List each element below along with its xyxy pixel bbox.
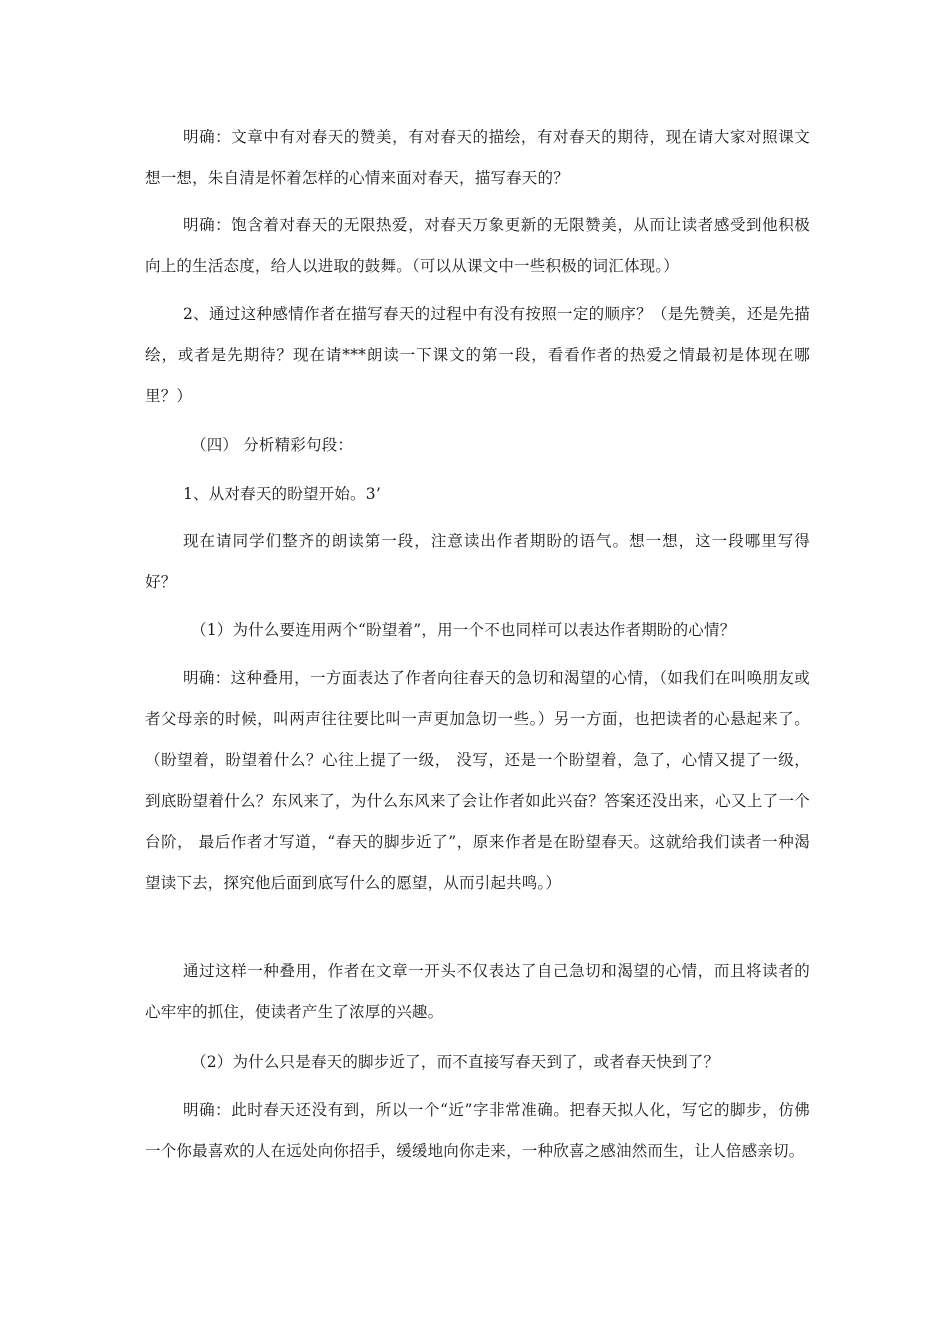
paragraph-sub-question-1: （1）为什么要连用两个“盼望着”，用一个不也同样可以表达作者期盼的心情？ (191, 621, 736, 639)
paragraph-read-aloud: 现在请同学们整齐的朗读第一段，注意读出作者期盼的语气。想一想，这一段哪里写得好？ (145, 532, 810, 591)
paragraph-clarify-4: 明确：此时春天还没有到，所以一个“近”字非常准确。把春天拟人化，写它的脚步，仿佛一个你最喜欢的人在远处向你招手，缓缓地向你走来，一种欣喜之感油然而生，让人倍感亲切。 (145, 1101, 810, 1160)
paragraph-clarify-1: 明确：文章中有对春天的赞美，有对春天的描绘，有对春天的期待，现在请大家对照课文想一想，朱自清是怀着怎样的心情来面对春天，描写春天的？ (145, 128, 810, 187)
paragraph-question-2: 2、通过这种感情作者在描写春天的过程中有没有按照一定的顺序？（是先赞美，还是先描绘，或者是先期待？现在请***朗读一下课文的第一段，看看作者的热爱之情最初是体现在哪里？） (145, 305, 810, 405)
paragraph-sub-question-2: （2）为什么只是春天的脚步近了，而不直接写春天到了，或者春天快到了？ (191, 1053, 720, 1071)
paragraph-clarify-2: 明确：饱含着对春天的无限热爱，对春天万象更新的无限赞美，从而让读者感受到他积极向上的生活态度，给人以进取的鼓舞。（可以从课文中一些积极的词汇体现。） (145, 216, 810, 275)
paragraph-point-1: 1、从对春天的盼望开始。3’ (183, 485, 381, 503)
section-heading-4: （四） 分析精彩句段： (191, 436, 354, 454)
paragraph-summary: 通过这样一种叠用，作者在文章一开头不仅表达了自己急切和渴望的心情，而且将读者的心牢牢的抓住，使读者产生了浓厚的兴趣。 (145, 962, 810, 1021)
paragraph-clarify-3: 明确：这种叠用，一方面表达了作者向往春天的急切和渴望的心情，（如我们在叫唤朋友或者父母亲的时候，叫两声往往要比叫一声更加急切一些。）另一方面，也把读者的心悬起来了。（盼望着，盼望着什么？心往上提了一级， 没写，还是一个盼望着，急了，心情又提了一级， 到底盼望着什么？东风来了，为什么东风来了会让作者如此兴奋？答案还没出来，心又上了一个台阶， 最后作者才写道，“春天的脚步近了”，原来作者是在盼望春天。这就给我们读者一种渴望读下去，探究他后面到底写什么的愿望，从而引起共鸣。） (145, 669, 810, 892)
